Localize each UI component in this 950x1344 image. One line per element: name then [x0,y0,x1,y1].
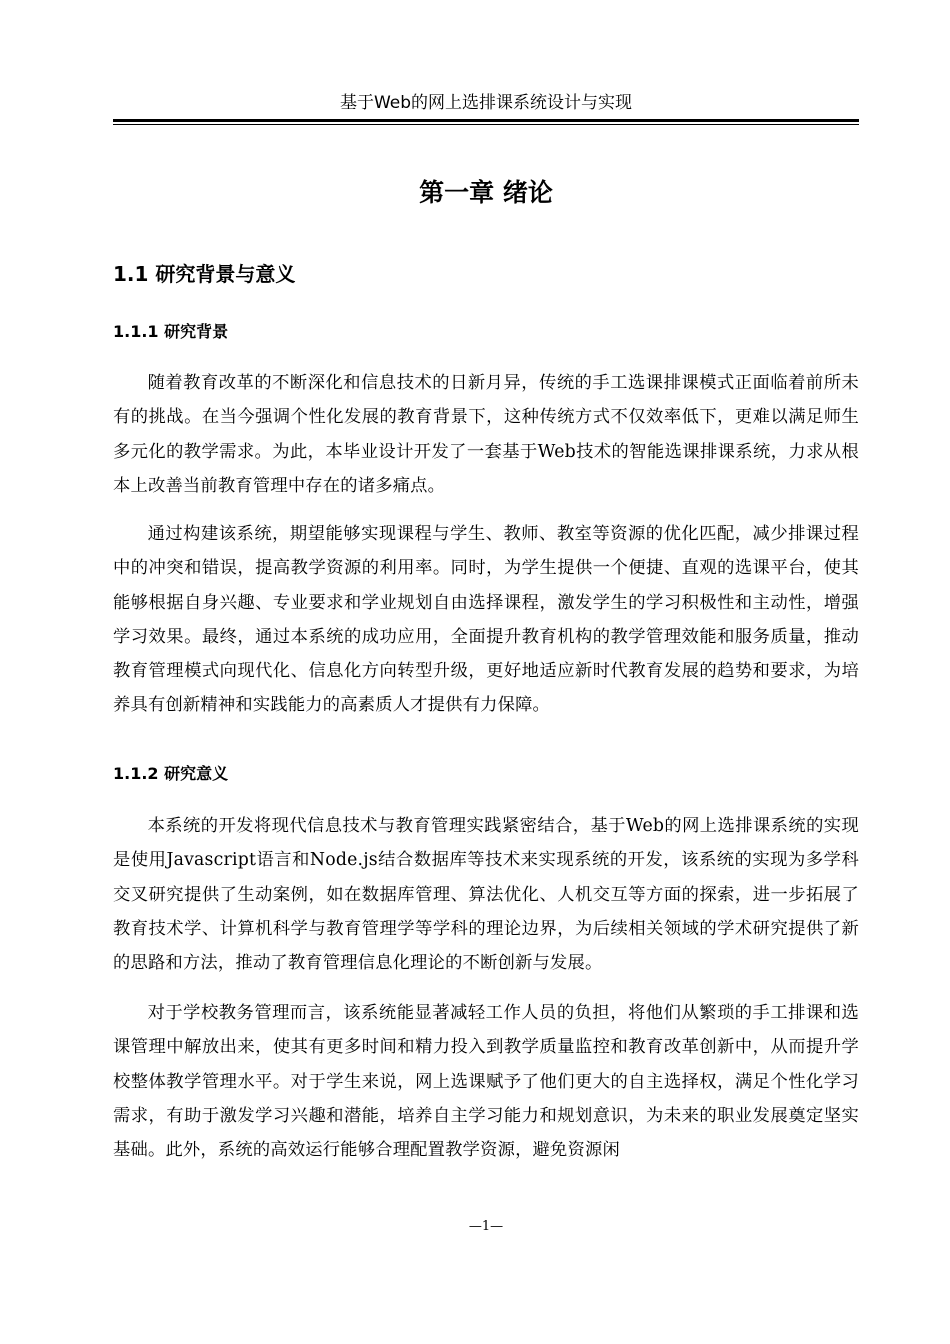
section-heading-1-1: 1.1 研究背景与意义 [113,262,296,286]
page-number: —1— [468,1219,504,1234]
header-rule-thin [113,124,859,125]
paragraph-significance-2: 对于学校教务管理而言，该系统能显著减轻工作人员的负担，将他们从繁琐的手工排课和选课管理中解放出来，使其有更多时间和精力投入到教学质量监控和教育改革创新中，从而提升学校整体教学管理水平。对于学生来说，网上选课赋予了他们更大的自主选择权，满足个性化学习需求，有助于激发学习兴趣和潜能，培养自主学习能力和规划意识，为未来的职业发展奠定坚实基础。此外，系统的高效运行能够合理配置教学资源，避免资源闲 [113,1003,859,1161]
chapter-title: 第一章 绪论 [419,178,553,207]
header-rule [113,119,859,122]
subsection-heading-1-1-1: 1.1.1 研究背景 [113,322,229,341]
subsection-heading-1-1-2: 1.1.2 研究意义 [113,764,229,783]
running-header: 基于Web的网上选排课系统设计与实现 [339,93,633,113]
paragraph-background-2: 通过构建该系统，期望能够实现课程与学生、教师、教室等资源的优化匹配，减少排课过程中的冲突和错误，提高教学资源的利用率。同时，为学生提供一个便捷、直观的选课平台，使其能够根据自身兴趣、专业要求和学业规划自由选择课程，激发学生的学习积极性和主动性，增强学习效果。最终，通过本系统的成功应用，全面提升教育机构的教学管理效能和服务质量，推动教育管理模式向现代化、信息化方向转型升级，更好地适应新时代教育发展的趋势和要求，为培养具有创新精神和实践能力的高素质人才提供有力保障。 [113,524,859,716]
paragraph-background-1: 随着教育改革的不断深化和信息技术的日新月异，传统的手工选课排课模式正面临着前所未有的挑战。在当今强调个性化发展的教育背景下，这种传统方式不仅效率低下，更难以满足师生多元化的教学需求。为此，本毕业设计开发了一套基于Web技术的智能选课排课系统，力求从根本上改善当前教育管理中存在的诸多痛点。 [113,373,859,496]
paragraph-significance-1: 本系统的开发将现代信息技术与教育管理实践紧密结合，基于Web的网上选排课系统的实现是使用Javascript语言和Node.js结合数据库等技术来实现系统的开发，该系统的实现为多学科交叉研究提供了生动案例，如在数据库管理、算法优化、人机交互等方面的探索，进一步拓展了教育技术学、计算机科学与教育管理学等学科的理论边界，为后续相关领域的学术研究提供了新的思路和方法，推动了教育管理信息化理论的不断创新与发展。 [113,816,859,974]
